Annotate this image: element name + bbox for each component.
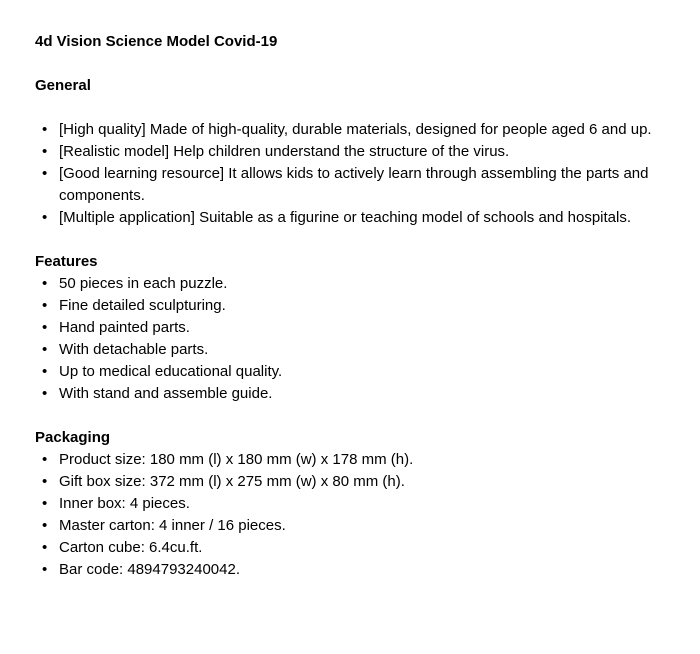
- bullet-icon: •: [42, 363, 48, 380]
- bullet-icon: •: [42, 275, 48, 292]
- bullet-icon: •: [42, 451, 48, 468]
- bullet-icon: •: [42, 209, 48, 226]
- features-heading: Features: [35, 253, 98, 270]
- list-item: • [Multiple application] Suitable as a figurine or teaching model of schools and hospitals.: [35, 207, 675, 229]
- list-item: • With detachable parts.: [35, 339, 675, 361]
- list-item: • Up to medical educational quality.: [35, 361, 675, 383]
- list-item: • Carton cube: 6.4cu.ft.: [35, 537, 675, 559]
- list-item: • [Good learning resource] It allows kids to actively learn through assembling the parts and components.: [42, 165, 649, 204]
- bullet-icon: •: [42, 385, 48, 402]
- packaging-list: [35, 449, 675, 581]
- bullet-icon: •: [42, 297, 48, 314]
- list-item: • Gift box size: 372 mm (l) x 275 mm (w) x 80 mm (h).: [35, 471, 675, 493]
- list-item: • Master carton: 4 inner / 16 pieces.: [35, 515, 675, 537]
- bullet-icon: •: [42, 165, 48, 182]
- list-item: • Hand painted parts.: [35, 317, 675, 339]
- bullet-icon: •: [42, 473, 48, 490]
- list-item: • Bar code: 4894793240042.: [35, 559, 675, 581]
- general-list: [35, 119, 675, 229]
- general-heading: General: [35, 77, 91, 94]
- bullet-icon: •: [42, 517, 48, 534]
- list-item: • Fine detailed sculpturing.: [35, 295, 675, 317]
- list-item: • With stand and assemble guide.: [35, 383, 675, 405]
- bullet-icon: •: [42, 121, 48, 138]
- list-item: • [Realistic model] Help children understand the structure of the virus.: [35, 141, 675, 163]
- list-item: • 50 pieces in each puzzle.: [35, 273, 675, 295]
- bullet-icon: •: [42, 143, 48, 160]
- features-list: [35, 273, 675, 405]
- list-item: • Product size: 180 mm (l) x 180 mm (w) x 178 mm (h).: [35, 449, 675, 471]
- bullet-icon: •: [42, 341, 48, 358]
- packaging-heading: Packaging: [35, 429, 111, 446]
- bullet-icon: •: [42, 539, 48, 556]
- document-title: 4d Vision Science Model Covid-19: [35, 33, 278, 50]
- bullet-icon: •: [42, 319, 48, 336]
- list-item: • Inner box: 4 pieces.: [35, 493, 675, 515]
- bullet-icon: •: [42, 561, 48, 578]
- list-item: • [High quality] Made of high-quality, durable materials, designed for people aged 6 and up.: [35, 119, 675, 141]
- bullet-icon: •: [42, 495, 48, 512]
